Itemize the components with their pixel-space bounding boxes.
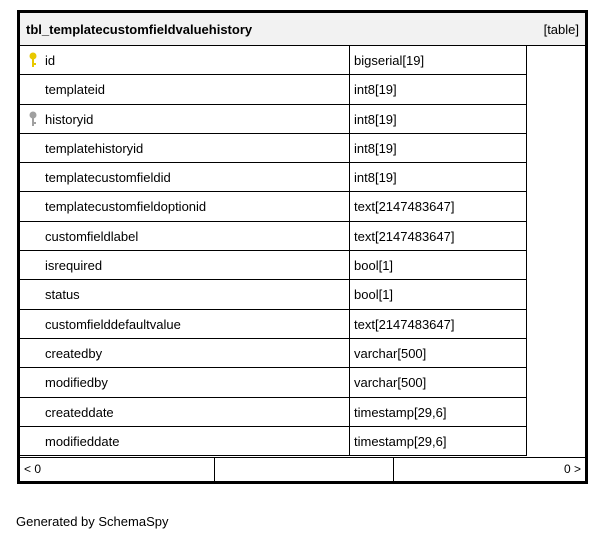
column-type: timestamp[29,6] [354, 404, 447, 420]
column-type-cell [350, 368, 527, 397]
column-name-cell [20, 46, 350, 75]
column-name: historyid [45, 111, 94, 127]
column-row [20, 46, 585, 75]
footer-middle [215, 458, 394, 481]
footer-parents [20, 458, 215, 481]
column-row [20, 339, 585, 368]
column-type: bool[1] [354, 287, 394, 303]
column-type-cell [350, 192, 527, 221]
column-type: int8[19] [354, 82, 397, 98]
column-type: int8[19] [354, 140, 397, 156]
column-name-cell [20, 105, 350, 134]
column-name: customfieldlabel [45, 228, 139, 244]
column-name: createdby [45, 345, 103, 361]
column-type-cell [350, 163, 527, 192]
column-name: customfielddefaultvalue [45, 316, 181, 332]
table-header [20, 13, 585, 46]
column-name-cell [20, 310, 350, 339]
column-type-cell [350, 222, 527, 251]
column-list [20, 46, 585, 456]
column-type-cell [350, 310, 527, 339]
table-name: tbl_templatecustomfieldvaluehistory [26, 22, 253, 37]
column-name: modifieddate [45, 433, 120, 449]
column-row [20, 105, 585, 134]
generated-by: Generated by SchemaSpy [16, 514, 169, 529]
column-type: timestamp[29,6] [354, 433, 447, 449]
column-row [20, 427, 585, 456]
children-count: 0 > [563, 462, 581, 476]
column-type-cell [350, 280, 527, 309]
foreign-key-icon [28, 111, 38, 127]
column-row [20, 251, 585, 280]
footer-children [394, 458, 585, 481]
column-row [20, 134, 585, 163]
column-name: templatecustomfieldoptionid [45, 199, 207, 215]
column-type-cell [350, 427, 527, 456]
column-type: text[2147483647] [354, 228, 455, 244]
column-row [20, 280, 585, 309]
column-name: modifiedby [45, 375, 108, 391]
column-name: createddate [45, 404, 114, 420]
column-name-cell [20, 251, 350, 280]
column-name-cell [20, 222, 350, 251]
column-row [20, 163, 585, 192]
column-name-cell [20, 339, 350, 368]
column-type: varchar[500] [354, 345, 427, 361]
column-row [20, 368, 585, 397]
column-name-cell [20, 427, 350, 456]
column-name-cell [20, 75, 350, 104]
column-type: bigserial[19] [354, 53, 425, 68]
column-type-cell [350, 398, 527, 427]
column-row [20, 310, 585, 339]
column-type-cell [350, 75, 527, 104]
column-name-cell [20, 163, 350, 192]
column-name: isrequired [45, 258, 103, 274]
column-type: varchar[500] [354, 375, 427, 391]
column-type: int8[19] [354, 111, 397, 127]
column-name-cell [20, 134, 350, 163]
column-name: id [45, 53, 56, 68]
column-name: templatehistoryid [45, 140, 144, 156]
column-name: templateid [45, 82, 105, 98]
column-type-cell [350, 105, 527, 134]
column-row [20, 222, 585, 251]
column-type: int8[19] [354, 170, 397, 186]
column-name: templatecustomfieldid [45, 170, 171, 186]
primary-key-icon [28, 52, 38, 68]
column-name-cell [20, 192, 350, 221]
column-name-cell [20, 280, 350, 309]
column-type: bool[1] [354, 258, 394, 274]
column-type-cell [350, 46, 527, 75]
column-name-cell [20, 398, 350, 427]
table-box [17, 10, 588, 484]
column-type: text[2147483647] [354, 199, 455, 215]
parents-count: < 0 [24, 462, 42, 476]
column-row [20, 398, 585, 427]
column-type-cell [350, 251, 527, 280]
table-footer [20, 457, 585, 481]
column-name-cell [20, 368, 350, 397]
table-kind: [table] [543, 22, 579, 37]
column-type-cell [350, 339, 527, 368]
column-row [20, 75, 585, 104]
column-type-cell [350, 134, 527, 163]
column-name: status [45, 287, 80, 303]
column-row [20, 192, 585, 221]
column-type: text[2147483647] [354, 316, 455, 332]
